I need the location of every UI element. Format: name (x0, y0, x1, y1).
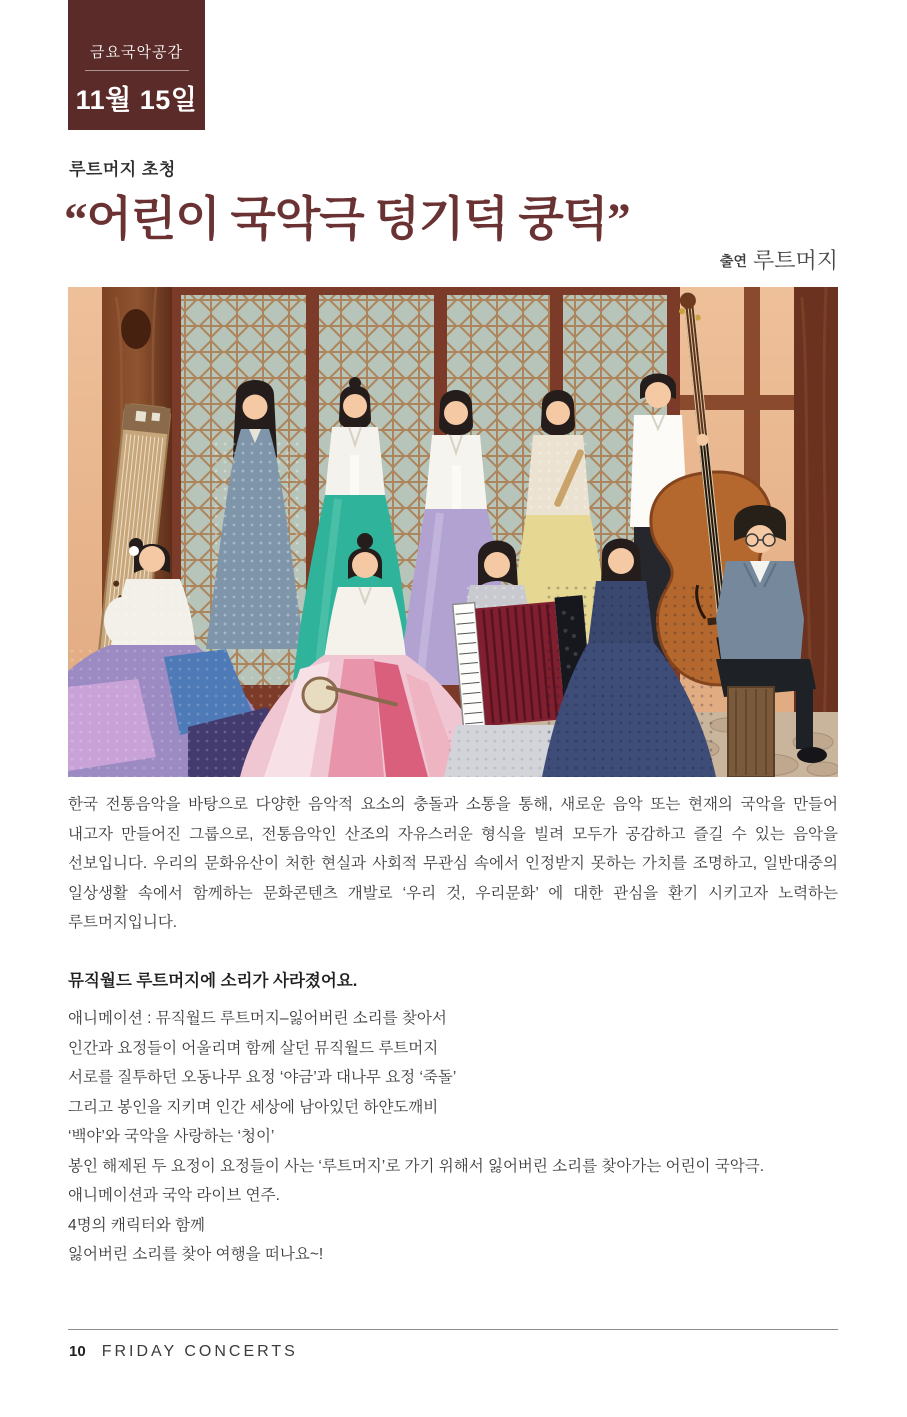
about-paragraph: 한국 전통음악을 바탕으로 다양한 음악적 요소의 충돌과 소통을 통해, 새로운 음악 또는 현재의 국악을 만들어 내고자 만들어진 그룹으로, 전통음악인 산조의 자유스러운 형식을 빌려 모두가 공감하고 즐길 수 있는 음악을 선보입니다. 우리의 문화유산이 처한 현실과 사회적 무관심 속에서 인정받지 못하는 가치를 조명하고, 일반대중의 일상생활 속에서 함께하는 문화콘텐츠 개발로 ‘우리 것, 우리문화’ 에 대한 관심을 환기 시키고자 노력하는 루트머지입니다. (68, 796, 838, 931)
program-line: 인간과 요정들이 어울리며 함께 살던 뮤직월드 루트머지 (68, 1039, 439, 1057)
badge-divider (85, 70, 189, 71)
program-line: ‘백야’와 국악을 사랑하는 ‘청이’ (68, 1128, 275, 1145)
program-line: 애니메이션 : 뮤직월드 루트머지–잃어버린 소리를 찾아서 (68, 1010, 447, 1027)
badge-date: 11월 15일 (75, 85, 198, 115)
program-description (68, 1004, 848, 1270)
footer (69, 1343, 298, 1361)
footer-label: FRIDAY CONCERTS (101, 1343, 298, 1360)
program-subtitle: 뮤직월드 루트머지에 소리가 사라졌어요. (68, 972, 358, 990)
program-line: 봉인 해제된 두 요정이 요정들이 사는 ‘루트머지’로 가기 위해서 잃어버린 소리를 찾아가는 어린이 국악극. (68, 1157, 765, 1175)
cast-line (720, 244, 838, 275)
ensemble-photo (68, 287, 838, 777)
footer-divider (68, 1329, 838, 1330)
cast-label: 출연 (719, 253, 747, 269)
page-number: 10 (69, 1343, 86, 1360)
program-line: 그리고 봉인을 지키며 인간 세상에 남아있던 하얀도깨비 (68, 1098, 439, 1116)
page-title: “어린이 국악극 덩기덕 쿵덕” (64, 194, 630, 246)
series-label: 금요국악공감 (90, 44, 183, 61)
program-line: 잃어버린 소리를 찾아 여행을 떠나요~! (68, 1246, 324, 1263)
date-badge (68, 0, 205, 130)
program-line: 서로를 질투하던 오동나무 요정 ‘야금’과 대나무 요정 ‘죽돌’ (68, 1069, 457, 1086)
cast-value: 루트머지 (752, 248, 838, 273)
ensemble-photo-illustration (68, 287, 838, 777)
program-line: 4명의 캐릭터와 함께 (68, 1216, 206, 1234)
eyebrow-invited: 루트머지 초청 (69, 160, 176, 179)
program-line: 애니메이션과 국악 라이브 연주. (68, 1187, 280, 1204)
